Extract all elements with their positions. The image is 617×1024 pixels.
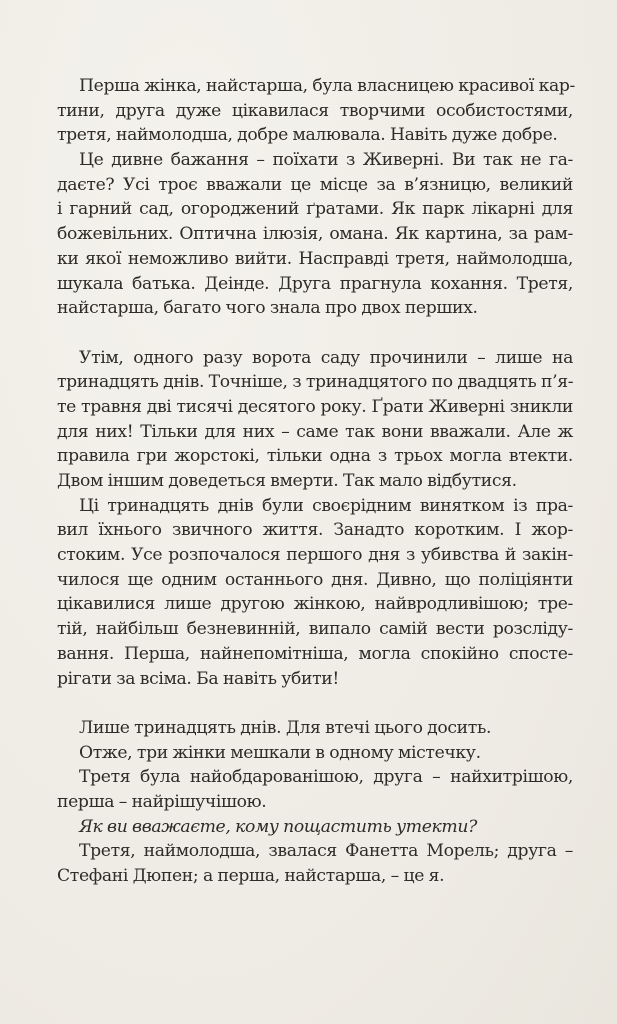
- paragraph: [57, 716, 573, 741]
- paragraph: [57, 815, 573, 840]
- paragraph: [57, 765, 573, 814]
- text-line: шукала батька. Деінде. Друга прагнула кохання. Третя,: [57, 273, 573, 294]
- text-line: найстарша, багато чого знала про двох перших.: [57, 298, 478, 319]
- paragraph: [57, 494, 573, 692]
- text-line: чилося ще одним останнього дня. Дивно, що поліціянти: [57, 569, 573, 590]
- text-line: Ці тринадцять днів були своєрідним винятком із пра-: [79, 495, 573, 516]
- text-line: Отже, три жінки мешкали в одному містечку.: [79, 742, 481, 763]
- paragraph: [57, 74, 576, 148]
- text-line: Двом іншим доведеться вмерти. Так мало відбутися.: [57, 471, 517, 491]
- text-line: Стефані Дюпен; а перша, найстарша, – це я.: [57, 866, 445, 886]
- text-line: ки якої неможливо вийти. Насправді третя, наймолодша,: [57, 248, 573, 269]
- text-line: тій, найбільш безневинній, випало самій вести розсліду-: [57, 619, 573, 640]
- text-line: вил їхнього звичного життя. Занадто коротким. І жор-: [57, 520, 573, 541]
- text-line: вання. Перша, найнепомітніша, могла спокійно спосте-: [57, 643, 573, 664]
- text-line: Лише тринадцять днів. Для втечі цього досить.: [79, 717, 492, 738]
- text-line: тини, друга дуже цікавилася творчими особистостями,: [57, 100, 573, 121]
- paragraph: [57, 148, 573, 321]
- paragraph: [57, 346, 573, 494]
- text-line: те травня дві тисячі десятого року. Ґрати Живерні зникли: [57, 396, 573, 417]
- page-text: [57, 74, 576, 889]
- italic-question-line: Як ви вважаєте, кому пощастить утекти?: [79, 816, 477, 837]
- text-line: рігати за всіма. Ба навіть убити!: [57, 668, 339, 689]
- text-line: правила гри жорстокі, тільки одна з трьох могла втекти.: [57, 446, 573, 467]
- text-line: даєте? Усі троє вважали це місце за в’язницю, великий: [57, 174, 573, 195]
- text-line: цікавилися лише другою жінкою, найвродливішою; тре-: [57, 594, 573, 615]
- paragraph: [57, 839, 573, 888]
- text-line: третя, наймолодша, добре малювала. Навіть дуже добре.: [57, 125, 558, 146]
- paragraph: [57, 741, 573, 766]
- text-line: Третя, наймолодша, звалася Фанетта Морель; друга –: [79, 841, 573, 862]
- text-line: Третя була найобдарованішою, друга – найхитрішою,: [79, 767, 573, 788]
- paragraph-gap: [57, 691, 573, 716]
- text-line: божевільних. Оптична ілюзія, омана. Як картина, за рам-: [57, 224, 573, 245]
- text-line: Утім, одного разу ворота саду прочинили – лише на: [79, 347, 573, 368]
- text-line: для них! Тільки для них – саме так вони вважали. Але ж: [57, 421, 573, 442]
- text-line: тринадцять днів. Точніше, з тринадцятого по двадцять п’я-: [57, 372, 574, 393]
- paragraph-gap: [57, 321, 573, 346]
- text-line: Це дивне бажання – поїхати з Живерні. Ви так не га-: [79, 150, 573, 171]
- text-line: стоким. Усе розпочалося першого дня з убивства й закін-: [57, 545, 573, 566]
- text-line: Перша жінка, найстарша, була власницею красивої кар-: [79, 76, 576, 96]
- text-line: і гарний сад, огороджений ґратами. Як парк лікарні для: [57, 199, 573, 220]
- text-line: перша – найрішучішою.: [57, 791, 267, 812]
